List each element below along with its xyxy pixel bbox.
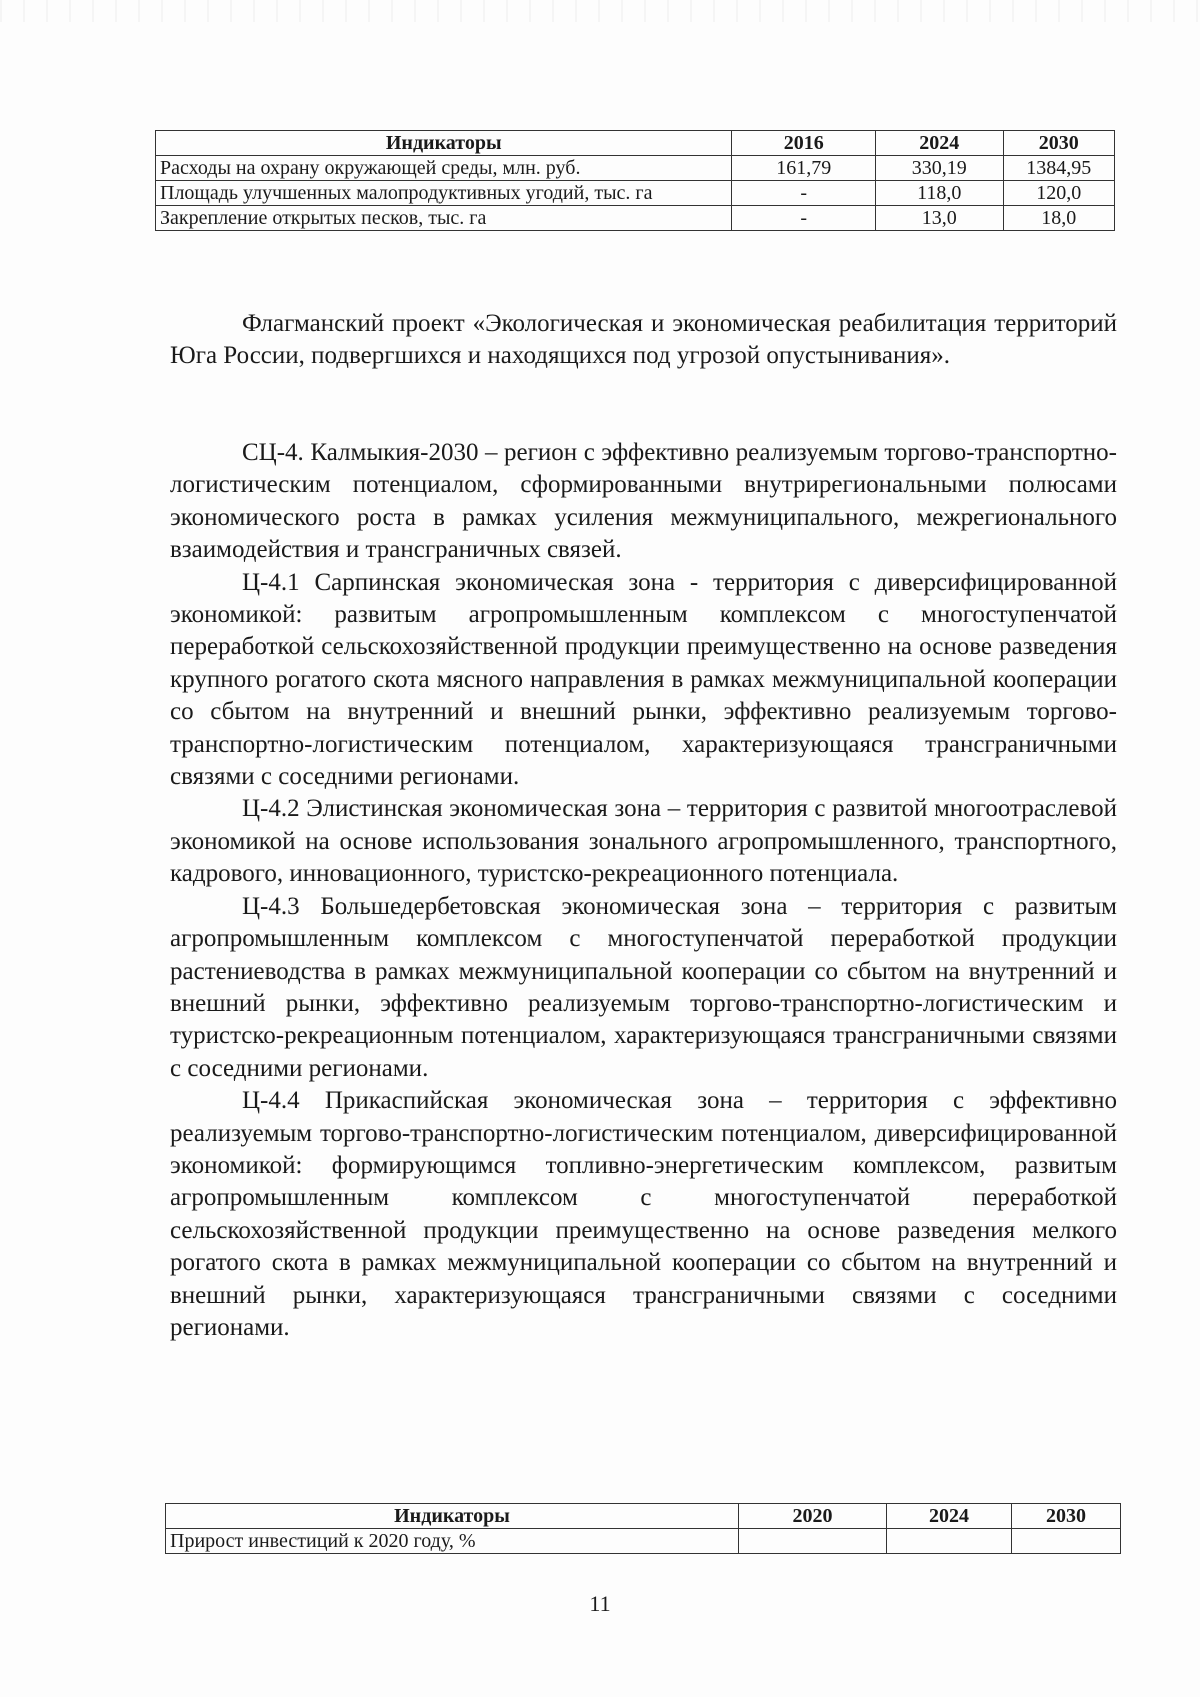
column-header: Индикаторы [166, 1504, 739, 1529]
table-cell: 330,19 [876, 156, 1004, 181]
column-header: 2030 [1003, 131, 1114, 156]
table-header-row [166, 1504, 1121, 1529]
goals-section [170, 437, 1117, 1344]
table-cell: Площадь улучшенных малопродуктивных угодий, тыс. га [156, 181, 732, 206]
paragraph-c-4-3: Ц-4.3 Большедербетовская экономическая зона – территория с развитым агропромышленным комплексом с многоступенчатой переработкой продукции растениеводства в рамках межмуниципальной кооперации со сбытом на внутренний и внешний рынки, эффективно реализуемым торгово-транспортно-логистическим и туристско-рекреационным потенциалом, характеризующаяся трансграничными связями с соседними регионами. [170, 892, 1117, 1082]
column-header: 2024 [876, 131, 1004, 156]
paragraph-c-4-1: Ц-4.1 Сарпинская экономическая зона - территория с диверсифицированной экономикой: развитым агропромышленным комплексом с многоступенчатой переработкой сельскохозяйственной продукции преимущественно на основе разведения крупного рогатого скота мясного направления в рамках межмуниципальной кооперации со сбытом на внутренний и внешний рынки, эффективно реализуемым торгово-транспортно-логистическим потенциалом, характеризующаяся трансграничными связями с соседними регионами. [170, 568, 1117, 791]
table-cell: 120,0 [1003, 181, 1114, 206]
flagship-project-paragraph [170, 308, 1117, 373]
table-cell [887, 1529, 1012, 1554]
table-row [156, 206, 1115, 231]
scan-edge-artifact [0, 0, 1200, 22]
column-header: 2020 [739, 1504, 887, 1529]
table-cell [1012, 1529, 1121, 1554]
table-cell: Прирост инвестиций к 2020 году, % [166, 1529, 739, 1554]
table-row [166, 1529, 1121, 1554]
column-header: 2016 [732, 131, 876, 156]
table-cell: Закрепление открытых песков, тыс. га [156, 206, 732, 231]
paragraph-c-4-2: Ц-4.2 Элистинская экономическая зона – территория с развитой многоотраслевой экономикой на основе использования зонального агропромышленного, транспортного, кадрового, инновационного, туристско-рекреационного потенциала. [170, 795, 1117, 888]
indicators-table-top [155, 130, 1115, 231]
table-row [156, 156, 1115, 181]
paragraph-c-4-4: Ц-4.4 Прикаспийская экономическая зона – территория с эффективно реализуемым торгово-транспортно-логистическим потенциалом, диверсифицированной экономикой: формирующимся топливно-энергетическим комплексом, развитым агропромышленным комплексом с многоступенчатой переработкой сельскохозяйственной продукции преимущественно на основе разведения мелкого рогатого скота в рамках межмуниципальной кооперации со сбытом на внутренний и внешний рынки, характеризующаяся трансграничными связями с соседними регионами. [170, 1087, 1117, 1341]
table-cell [739, 1529, 887, 1554]
page-number: 11 [589, 1591, 611, 1616]
table-cell: 1384,95 [1003, 156, 1114, 181]
table-cell: - [732, 181, 876, 206]
column-header: 2030 [1012, 1504, 1121, 1529]
table-cell: Расходы на охрану окружающей среды, млн. руб. [156, 156, 732, 181]
table-cell: 18,0 [1003, 206, 1114, 231]
column-header: 2024 [887, 1504, 1012, 1529]
table-cell: - [732, 206, 876, 231]
indicators-table-bottom [165, 1503, 1121, 1554]
column-header: Индикаторы [156, 131, 732, 156]
paragraph: Флагманский проект «Экологическая и экономическая реабилитация территорий Юга России, подвергшихся и находящихся под угрозой опустынивания». [170, 310, 1117, 370]
table-cell: 13,0 [876, 206, 1004, 231]
paragraph-sc-4: СЦ-4. Калмыкия-2030 – регион с эффективно реализуемым торгово-транспортно-логистическим потенциалом, сформированными внутрирегиональными полюсами экономического роста в рамках усиления межмуниципального, межрегионального взаимодействия и трансграничных связей. [170, 439, 1117, 564]
table-cell: 118,0 [876, 181, 1004, 206]
table-header-row [156, 131, 1115, 156]
table-cell: 161,79 [732, 156, 876, 181]
table-row [156, 181, 1115, 206]
